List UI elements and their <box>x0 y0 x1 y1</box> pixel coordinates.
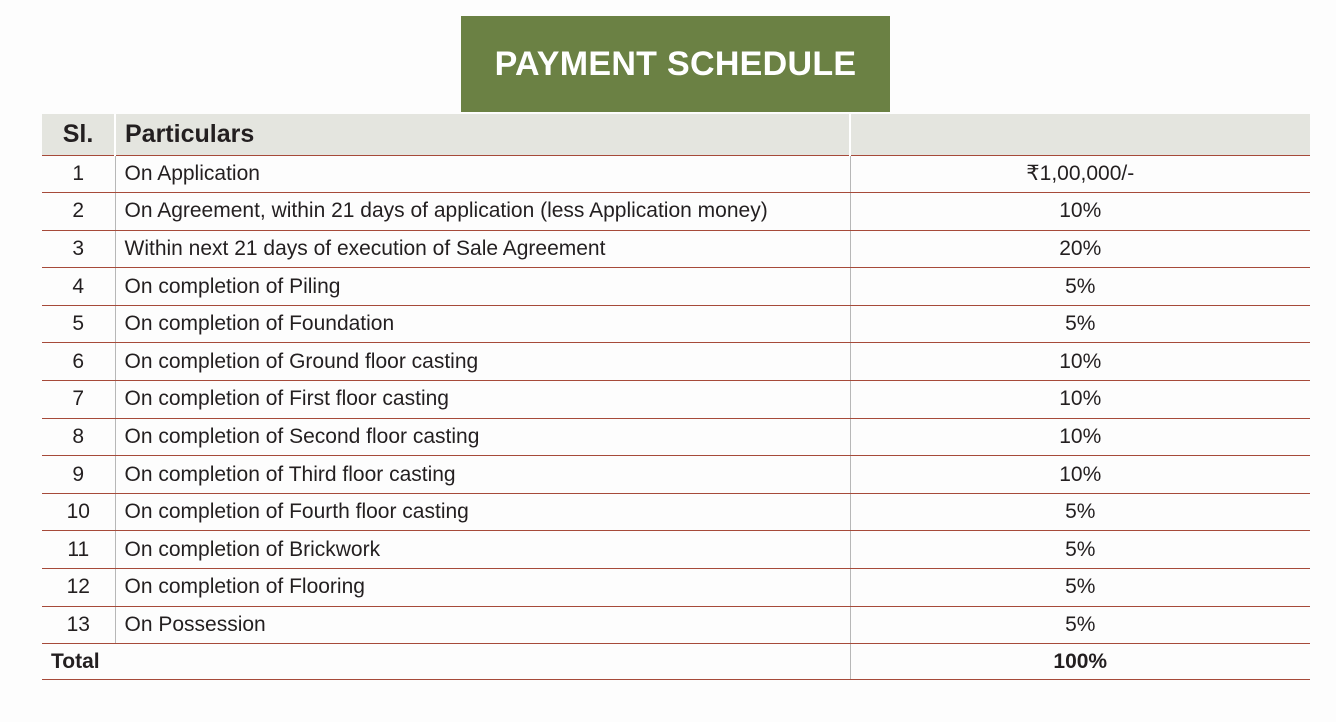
table-row <box>42 193 1310 231</box>
row-sl-number: 9 <box>42 456 115 494</box>
row-particular: Within next 21 days of execution of Sale Agreement <box>115 230 850 268</box>
header-sl: Sl. <box>42 114 115 155</box>
table-row <box>42 230 1310 268</box>
table-row <box>42 155 1310 193</box>
row-sl-number: 13 <box>42 606 115 644</box>
row-particular: On completion of Flooring <box>115 569 850 607</box>
row-sl-number: 12 <box>42 569 115 607</box>
payment-schedule-title <box>461 16 890 112</box>
row-amount: 5% <box>850 606 1310 644</box>
table-row <box>42 531 1310 569</box>
row-particular: On Application <box>115 155 850 193</box>
row-sl-number: 10 <box>42 493 115 531</box>
row-sl-number: 2 <box>42 193 115 231</box>
row-sl-number: 8 <box>42 418 115 456</box>
table-row <box>42 305 1310 343</box>
row-particular: On completion of Brickwork <box>115 531 850 569</box>
total-value: 100% <box>850 644 1310 680</box>
row-amount: ₹1,00,000/- <box>850 155 1310 193</box>
table-row <box>42 268 1310 306</box>
table-header-row <box>42 114 1310 155</box>
row-amount: 10% <box>850 343 1310 381</box>
row-particular: On completion of Piling <box>115 268 850 306</box>
total-row <box>42 644 1310 680</box>
row-amount: 10% <box>850 193 1310 231</box>
row-sl-number: 5 <box>42 305 115 343</box>
header-amount <box>850 114 1310 155</box>
row-amount: 5% <box>850 493 1310 531</box>
row-sl-number: 6 <box>42 343 115 381</box>
row-particular: On completion of Third floor casting <box>115 456 850 494</box>
row-amount: 10% <box>850 381 1310 419</box>
row-amount: 5% <box>850 268 1310 306</box>
table-row <box>42 343 1310 381</box>
row-sl-number: 7 <box>42 381 115 419</box>
row-particular: On Agreement, within 21 days of application (less Application money) <box>115 193 850 231</box>
title-text: PAYMENT SCHEDULE <box>494 44 857 83</box>
row-amount: 10% <box>850 456 1310 494</box>
row-sl-number: 3 <box>42 230 115 268</box>
row-particular: On completion of Ground floor casting <box>115 343 850 381</box>
total-label: Total <box>42 644 850 680</box>
row-particular: On completion of Foundation <box>115 305 850 343</box>
table-row <box>42 493 1310 531</box>
row-particular: On Possession <box>115 606 850 644</box>
row-particular: On completion of First floor casting <box>115 381 850 419</box>
row-particular: On completion of Fourth floor casting <box>115 493 850 531</box>
row-particular: On completion of Second floor casting <box>115 418 850 456</box>
row-amount: 10% <box>850 418 1310 456</box>
row-sl-number: 1 <box>42 155 115 193</box>
row-amount: 20% <box>850 230 1310 268</box>
row-sl-number: 11 <box>42 531 115 569</box>
row-sl-number: 4 <box>42 268 115 306</box>
table-row <box>42 456 1310 494</box>
row-amount: 5% <box>850 569 1310 607</box>
table-row <box>42 381 1310 419</box>
row-amount: 5% <box>850 531 1310 569</box>
row-amount: 5% <box>850 305 1310 343</box>
table-row <box>42 606 1310 644</box>
payment-schedule-table <box>42 114 1310 680</box>
header-particulars: Particulars <box>115 114 850 155</box>
table-row <box>42 418 1310 456</box>
table-row <box>42 569 1310 607</box>
